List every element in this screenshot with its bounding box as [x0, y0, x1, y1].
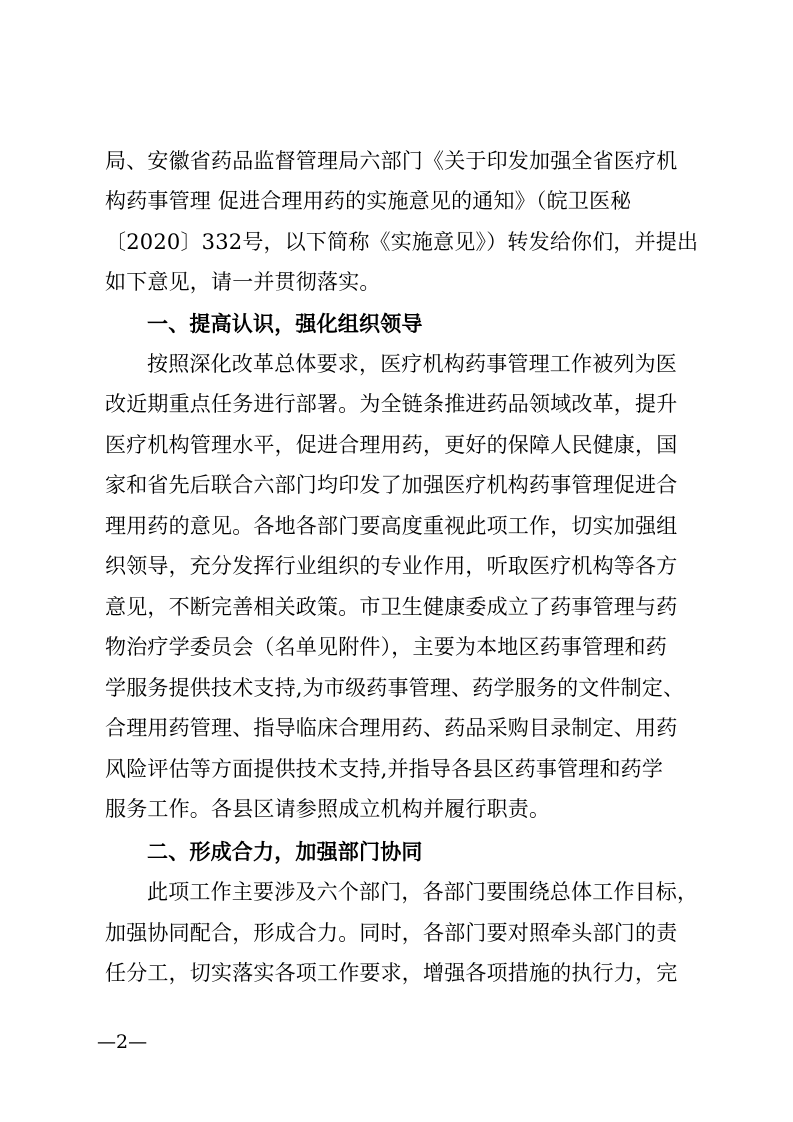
paragraph-3-line-2: 加强协同配合，形成合力。同时，各部门要对照牵头部门的责: [105, 921, 678, 945]
paragraph-1-line-1: 局、安徽省药品监督管理局六部门《关于印发加强全省医疗机: [105, 149, 678, 173]
paragraph-2-line-3: 医疗机构管理水平，促进合理用药，更好的保障人民健康，国: [105, 433, 678, 457]
paragraph-2-line-7: 意见，不断完善相关政策。市卫生健康委成立了药事管理与药: [105, 595, 678, 619]
section-heading-1: 一、提高认识，强化组织领导: [147, 312, 423, 336]
paragraph-2-line-6: 织领导，充分发挥行业组织的专业作用，听取医疗机构等各方: [105, 554, 678, 578]
paragraph-2-line-4: 家和省先后联合六部门均印发了加强医疗机构药事管理促进合: [105, 473, 678, 497]
paragraph-1-line-4: 如下意见，请一并贯彻落实。: [105, 270, 381, 294]
paragraph-2-line-8: 物治疗学委员会（名单见附件），主要为本地区药事管理和药: [105, 635, 667, 659]
paragraph-3-line-1: 此项工作主要涉及六个部门，各部门要围绕总体工作目标，: [147, 880, 699, 904]
section-heading-2: 二、形成合力，加强部门协同: [147, 840, 423, 864]
paragraph-2-line-5: 理用药的意见。各地各部门要高度重视此项工作，切实加强组: [105, 514, 678, 538]
paragraph-2-line-11: 风险评估等方面提供技术支持,并指导各县区药事管理和药学: [105, 757, 664, 781]
paragraph-2-line-12: 服务工作。各县区请参照成立机构并履行职责。: [105, 797, 551, 821]
paragraph-2-line-1: 按照深化改革总体要求，医疗机构药事管理工作被列为医: [147, 352, 677, 376]
paragraph-2-line-2: 改近期重点任务进行部署。为全链条推进药品领域改革，提升: [105, 392, 678, 416]
paragraph-2-line-10: 合理用药管理、指导临床合理用药、药品采购目录制定、用药: [105, 716, 678, 740]
paragraph-1-line-3: 〔2020〕332号，以下简称《实施意见》）转发给你们，并提出: [105, 230, 699, 254]
paragraph-2-line-9: 学服务提供技术支持,为市级药事管理、药学服务的文件制定、: [105, 676, 685, 700]
paragraph-3-line-3: 任分工，切实落实各项工作要求，增强各项措施的执行力，完: [105, 961, 678, 985]
paragraph-1-line-2: 构药事管理 促进合理用药的实施意见的通知》（皖卫医秘: [105, 189, 632, 213]
page-number: —2—: [97, 1031, 148, 1053]
